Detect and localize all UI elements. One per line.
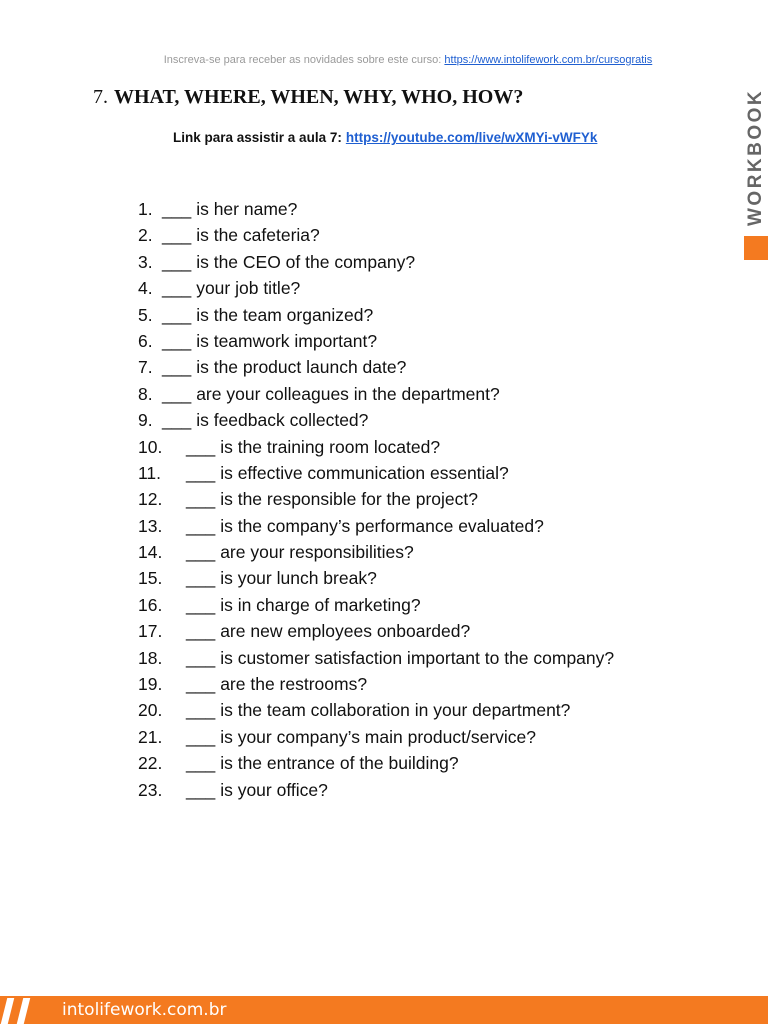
question-item <box>138 328 614 354</box>
question-number: 11. <box>138 462 162 483</box>
question-item <box>138 354 614 380</box>
question-item <box>138 565 614 591</box>
answer-blank: ___ <box>186 594 216 615</box>
question-text: is the entrance of the building? <box>220 753 459 774</box>
answer-blank: ___ <box>162 251 192 272</box>
question-item <box>138 460 614 486</box>
answer-blank: ___ <box>162 304 192 325</box>
question-item <box>138 750 614 776</box>
question-item <box>138 275 614 301</box>
lesson-link-label: Link para assistir a aula 7: <box>173 130 342 145</box>
answer-blank: ___ <box>162 278 192 299</box>
question-text: is your lunch break? <box>220 568 377 589</box>
lesson-link-line <box>173 130 597 145</box>
answer-blank: ___ <box>186 647 216 668</box>
answer-blank: ___ <box>186 779 216 800</box>
answer-blank: ___ <box>186 436 216 457</box>
question-number: 14. <box>138 542 163 563</box>
question-number: 22. <box>138 753 163 774</box>
question-text: is feedback collected? <box>196 410 369 431</box>
question-number: 19. <box>138 674 163 695</box>
question-item <box>138 381 614 407</box>
answer-blank: ___ <box>186 674 216 695</box>
subscribe-note-text: Inscreva-se para receber as novidades sobre este curso: <box>163 54 442 66</box>
question-number: 8. <box>138 383 153 404</box>
question-text: is her name? <box>196 199 298 219</box>
question-item <box>138 302 614 328</box>
question-item <box>138 434 614 460</box>
question-number: 1. <box>138 199 153 219</box>
question-number: 20. <box>138 700 163 721</box>
question-number: 7. <box>138 357 153 378</box>
answer-blank: ___ <box>186 726 216 747</box>
question-number: 17. <box>138 621 163 642</box>
question-item <box>138 222 614 248</box>
question-item <box>138 618 614 644</box>
footer-site: intolifework.com.br <box>62 1000 227 1020</box>
question-number: 16. <box>138 594 163 615</box>
footer-bar <box>0 996 768 1024</box>
question-text: is the team organized? <box>196 304 374 325</box>
lesson-title <box>93 86 523 109</box>
answer-blank: ___ <box>162 225 192 246</box>
workbook-tab <box>744 78 768 262</box>
workbook-square <box>744 236 768 260</box>
question-number: 2. <box>138 225 153 246</box>
question-text: is teamwork important? <box>196 330 378 351</box>
question-number: 13. <box>138 515 163 536</box>
question-text: is your office? <box>220 779 328 800</box>
question-text: are new employees onboarded? <box>220 621 471 642</box>
question-number: 23. <box>138 779 163 800</box>
question-text: is the product launch date? <box>196 357 407 378</box>
question-item <box>138 407 614 433</box>
question-number: 9. <box>138 410 153 431</box>
question-text: is the cafeteria? <box>196 225 320 246</box>
question-item <box>138 671 614 697</box>
answer-blank: ___ <box>186 515 216 536</box>
question-text: your job title? <box>196 278 301 299</box>
question-number: 6. <box>138 330 153 351</box>
lesson-title-text: WHAT, WHERE, WHEN, WHY, WHO, HOW? <box>114 86 524 108</box>
answer-blank: ___ <box>186 542 216 563</box>
answer-blank: ___ <box>186 753 216 774</box>
answer-blank: ___ <box>186 700 216 721</box>
answer-blank: ___ <box>186 462 216 483</box>
question-number: 10. <box>138 436 163 457</box>
youtube-link[interactable]: https://youtube.com/live/wXMYi-vWFYk <box>345 130 598 145</box>
answer-blank: ___ <box>186 489 216 510</box>
question-number: 15. <box>138 568 163 589</box>
answer-blank: ___ <box>186 568 216 589</box>
question-text: is customer satisfaction important to the company? <box>220 647 615 668</box>
question-number: 18. <box>138 647 163 668</box>
answer-blank: ___ <box>186 621 216 642</box>
answer-blank: ___ <box>162 383 192 404</box>
question-text: are the restrooms? <box>220 674 368 695</box>
question-text: is effective communication essential? <box>220 462 509 483</box>
question-text: are your responsibilities? <box>220 542 414 563</box>
question-item <box>138 196 614 222</box>
workbook-label: WORKBOOK <box>745 88 766 226</box>
question-item <box>138 539 614 565</box>
question-text: is in charge of marketing? <box>220 594 421 615</box>
answer-blank: ___ <box>162 330 192 351</box>
question-text: is the training room located? <box>220 436 441 457</box>
question-number: 4. <box>138 278 153 299</box>
question-item <box>138 592 614 618</box>
question-text: is the company’s performance evaluated? <box>220 515 544 536</box>
answer-blank: ___ <box>162 199 192 219</box>
answer-blank: ___ <box>162 410 192 431</box>
question-item <box>138 645 614 671</box>
question-item <box>138 486 614 512</box>
course-link[interactable]: https://www.intolifework.com.br/cursogratis <box>444 54 653 66</box>
question-text: is the CEO of the company? <box>196 251 416 272</box>
question-number: 21. <box>138 726 163 747</box>
intolife-logo-icon <box>0 996 52 1024</box>
question-number: 12. <box>138 489 163 510</box>
question-number: 5. <box>138 304 153 325</box>
question-item <box>138 249 614 275</box>
lesson-number: 7. <box>93 86 108 108</box>
subscribe-note <box>0 54 768 66</box>
question-number: 3. <box>138 251 153 272</box>
answer-blank: ___ <box>162 357 192 378</box>
question-item <box>138 697 614 723</box>
question-list <box>138 196 614 803</box>
question-text: is the responsible for the project? <box>220 489 478 510</box>
question-text: is the team collaboration in your department? <box>220 700 571 721</box>
question-item <box>138 777 614 803</box>
question-item <box>138 724 614 750</box>
question-text: are your colleagues in the department? <box>196 383 500 404</box>
question-item <box>138 513 614 539</box>
question-text: is your company’s main product/service? <box>220 726 536 747</box>
